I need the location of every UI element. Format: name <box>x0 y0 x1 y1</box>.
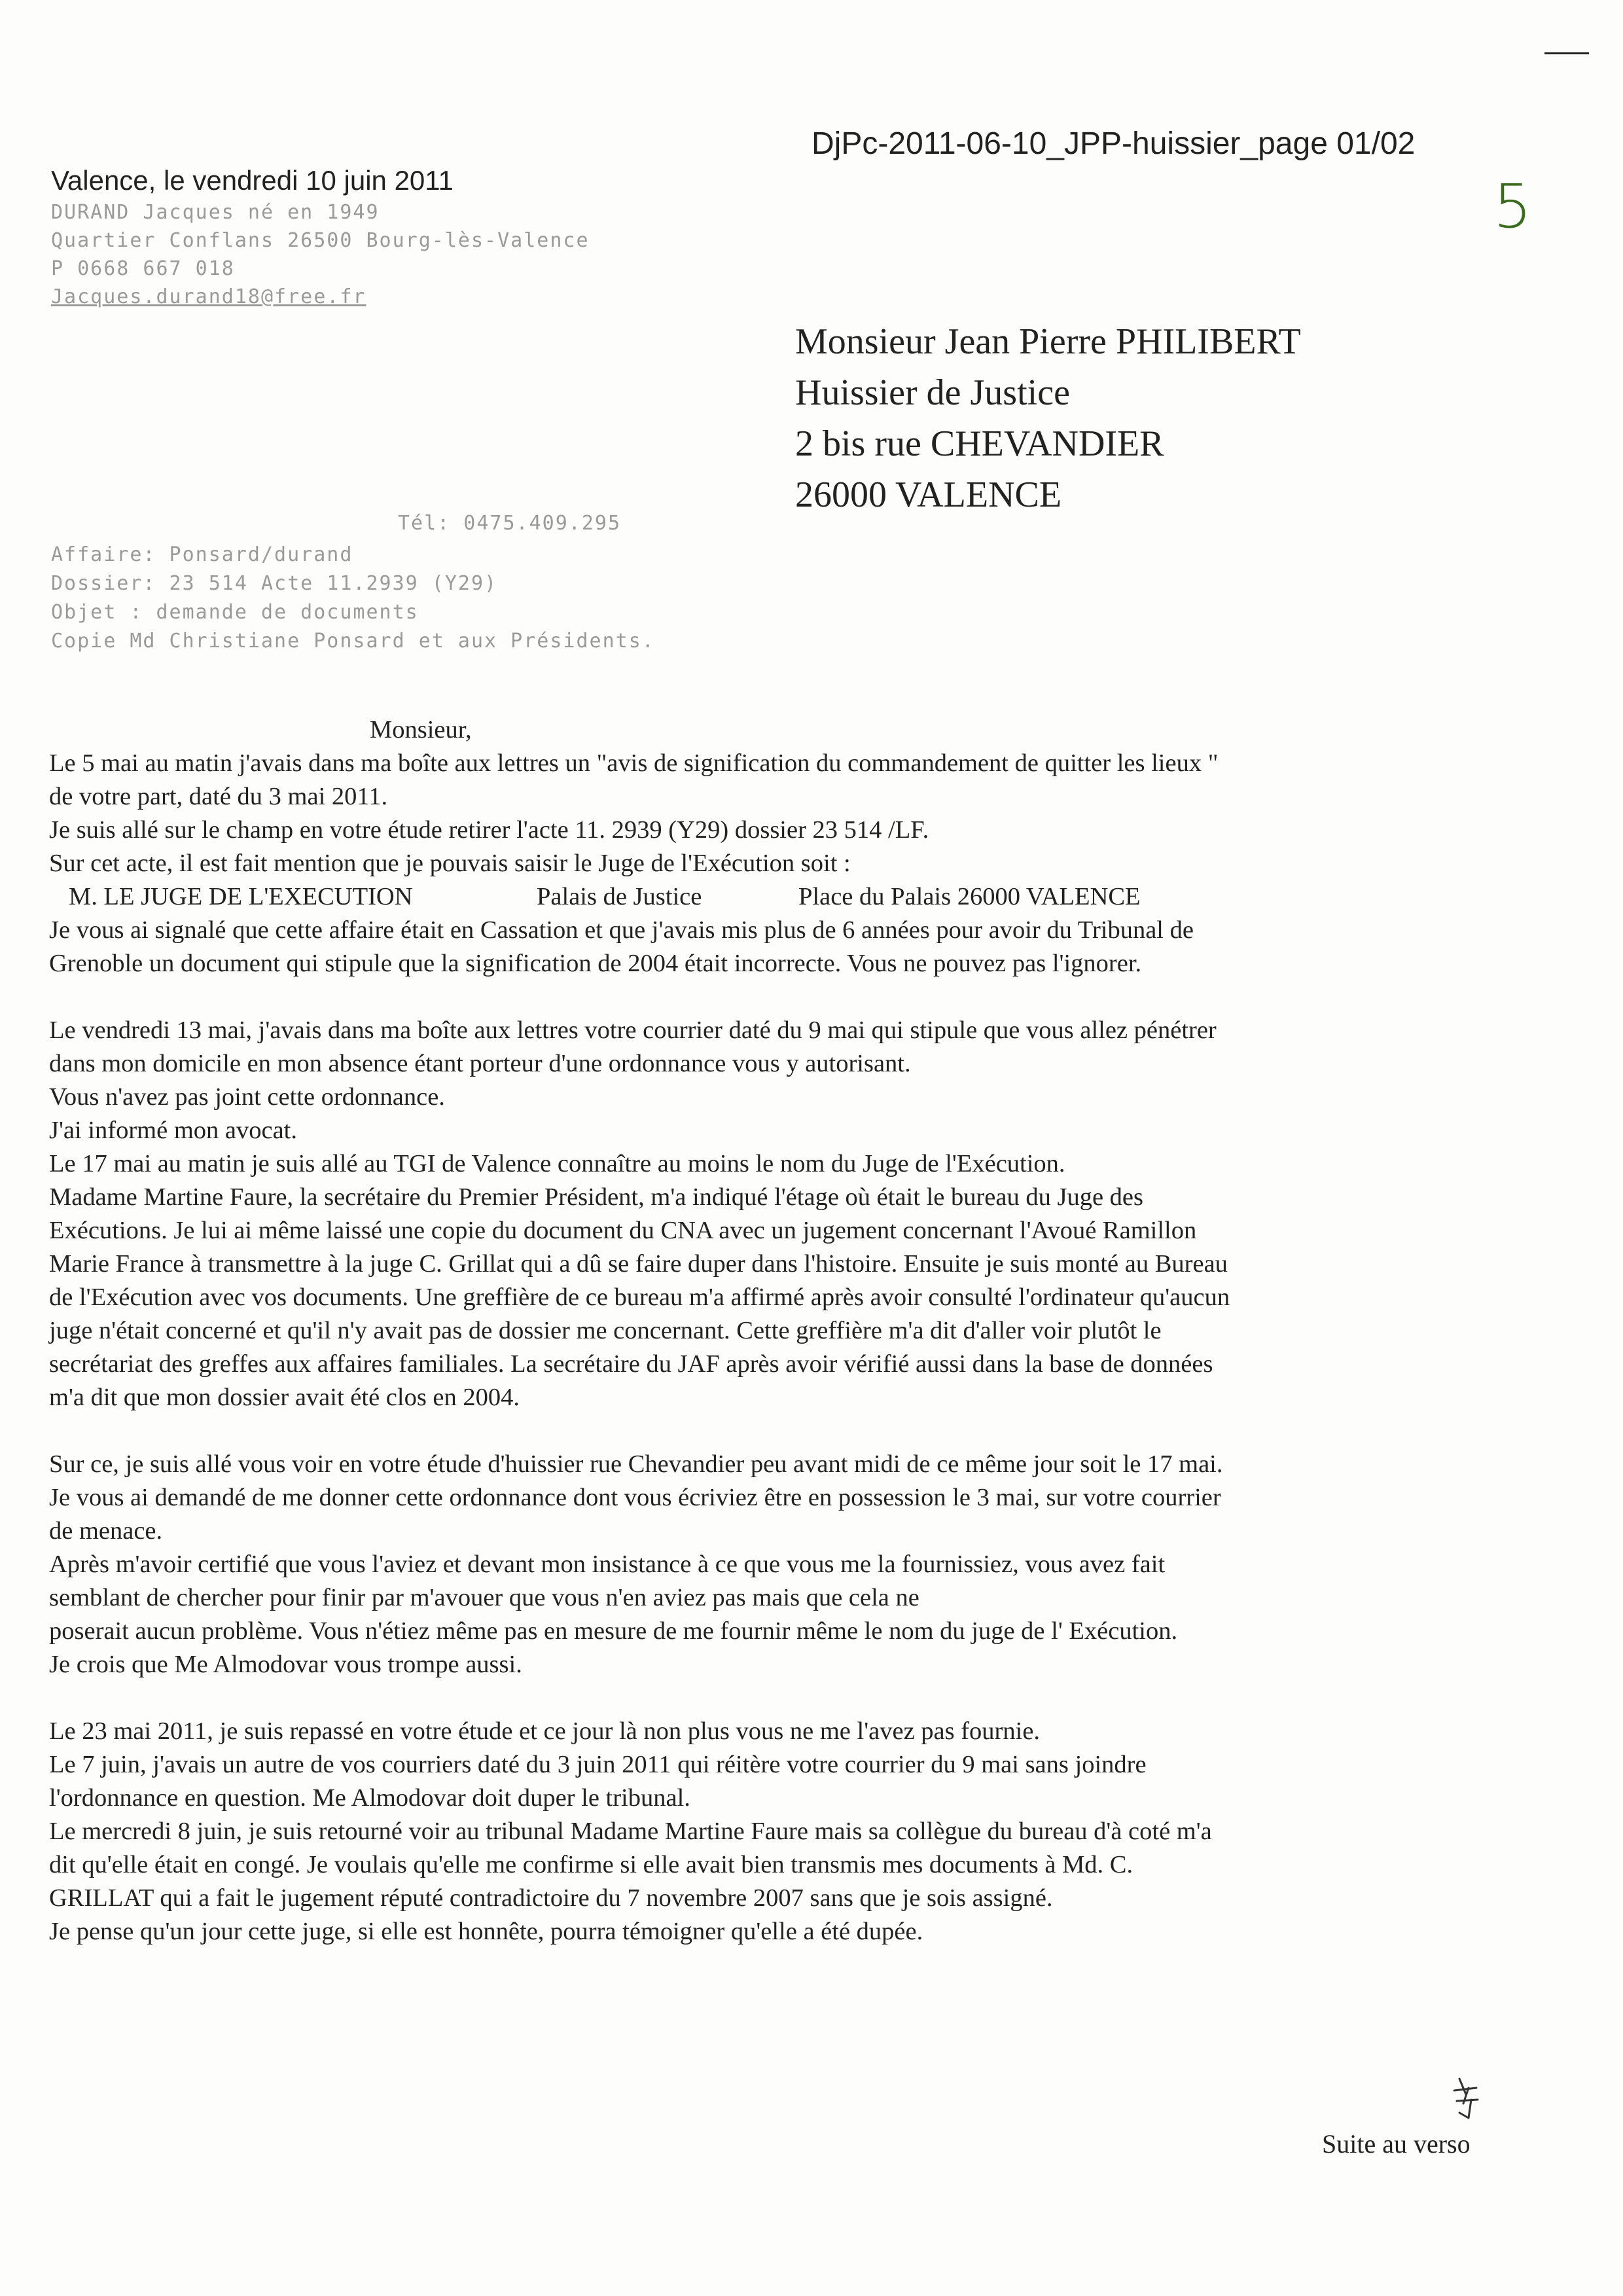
sender-phone: P 0668 667 018 <box>51 257 235 280</box>
handwritten-page-number: 5 <box>1493 171 1532 242</box>
sender-block <box>51 198 590 311</box>
body-line: Sur cet acte, il est fait mention que je pouvais saisir le Juge de l'Exécution soit : <box>49 850 851 877</box>
sender-address: Quartier Conflans 26500 Bourg-lès-Valence <box>51 229 590 252</box>
body-line: l'ordonnance en question. Me Almodovar doit duper le tribunal. <box>49 1784 690 1812</box>
copie-line: Copie Md Christiane Ponsard et aux Présidents. <box>51 630 655 653</box>
continuation-note: Suite au verso <box>1322 2129 1471 2159</box>
case-references <box>51 541 655 656</box>
sender-name: DURAND Jacques né en 1949 <box>51 201 380 224</box>
body-line: Sur ce, je suis allé vous voir en votre étude d'huissier rue Chevandier peu avant midi de ce même jour soit le 17 mai. <box>49 1450 1223 1478</box>
body-line: Le 17 mai au matin je suis allé au TGI de Valence connaître au moins le nom du Juge de l'Exécution. <box>49 1150 1065 1177</box>
recipient-title: Huissier de Justice <box>795 372 1070 413</box>
signature-mark <box>1440 2075 1499 2127</box>
body-line: Je vous ai demandé de me donner cette ordonnance dont vous écriviez être en possession le 3 mai, sur votre courrier <box>49 1484 1221 1511</box>
body-line: J'ai informé mon avocat. <box>49 1117 297 1144</box>
body-line: secrétariat des greffes aux affaires familiales. La secrétaire du JAF après avoir vérifié aussi dans la base de données <box>49 1350 1213 1378</box>
body-line: dit qu'elle était en congé. Je voulais qu'elle me confirme si elle avait bien transmis mes documents à Md. C. <box>49 1851 1133 1878</box>
juge-place: Place du Palais 26000 VALENCE <box>798 883 1141 910</box>
body-line: GRILLAT qui a fait le jugement réputé contradictoire du 7 novembre 2007 sans que je sois assigné. <box>49 1884 1053 1912</box>
affaire-line: Affaire: Ponsard/durand <box>51 543 353 566</box>
body-line: Grenoble un document qui stipule que la signification de 2004 était incorrecte. Vous ne pouvez pas l'ignorer. <box>49 950 1142 977</box>
body-line: Je suis allé sur le champ en votre étude retirer l'acte 11. 2939 (Y29) dossier 23 514 /LF. <box>49 816 929 844</box>
body-line: Madame Martine Faure, la secrétaire du Premier Président, m'a indiqué l'étage où était le bureau du Juge des <box>49 1183 1143 1211</box>
juge-address-line <box>49 880 1489 914</box>
body-line: de votre part, daté du 3 mai 2011. <box>49 783 388 810</box>
recipient-name: Monsieur Jean Pierre PHILIBERT <box>795 321 1301 362</box>
letter-body <box>49 713 1489 1948</box>
body-line: juge n'était concerné et qu'il n'y avait pas de dossier me concernant. Cette greffière m'a dit d'aller voir plutôt le <box>49 1317 1162 1344</box>
body-line: poserait aucun problème. Vous n'étiez même pas en mesure de me fournir même le nom du juge de l' Exécution. <box>49 1617 1178 1645</box>
body-line: Après m'avoir certifié que vous l'aviez et devant mon insistance à ce que vous me la fournissiez, vous avez fait <box>49 1551 1166 1578</box>
body-line: Le vendredi 13 mai, j'avais dans ma boîte aux lettres votre courrier daté du 9 mai qui stipule que vous allez pénétrer <box>49 1016 1217 1044</box>
body-line: Marie France à transmettre à la juge C. Grillat qui a dû se faire duper dans l'histoire. Ensuite je suis monté au Bureau <box>49 1250 1228 1278</box>
recipient-block <box>795 316 1301 520</box>
body-line: semblant de chercher pour finir par m'avouer que vous n'en aviez pas mais que cela ne <box>49 1584 919 1611</box>
body-line: Je crois que Me Almodovar vous trompe aussi. <box>49 1651 522 1678</box>
dossier-line: Dossier: 23 514 Acte 11.2939 (Y29) <box>51 572 498 595</box>
recipient-street: 2 bis rue CHEVANDIER <box>795 423 1164 464</box>
corner-mark <box>1544 52 1589 54</box>
juge-palais: Palais de Justice <box>537 883 702 910</box>
body-line: Je vous ai signalé que cette affaire était en Cassation et que j'avais mis plus de 6 années pour avoir du Tribunal de <box>49 916 1194 944</box>
paragraph-gap <box>49 1414 1489 1448</box>
paragraph-gap <box>49 1681 1489 1715</box>
body-line: Exécutions. Je lui ai même laissé une copie du document du CNA avec un jugement concernant l'Avoué Ramillon <box>49 1217 1197 1244</box>
phone-reference: Tél: 0475.409.295 <box>398 512 622 535</box>
document-reference: DjPc-2011-06-10_JPP-huissier_page 01/02 <box>812 126 1416 161</box>
body-line: Vous n'avez pas joint cette ordonnance. <box>49 1083 445 1111</box>
body-line: Le mercredi 8 juin, je suis retourné voir au tribunal Madame Martine Faure mais sa collègue du bureau d'à coté m'a <box>49 1818 1212 1845</box>
body-line: m'a dit que mon dossier avait été clos en 2004. <box>49 1384 520 1411</box>
paragraph-gap <box>49 980 1489 1014</box>
sender-email: Jacques.durand18@free.fr <box>51 285 366 308</box>
body-line: Le 5 mai au matin j'avais dans ma boîte aux lettres un "avis de signification du commandement de quitter les lieux " <box>49 749 1219 777</box>
juge-name: M. LE JUGE DE L'EXECUTION <box>69 883 413 910</box>
body-line: de l'Exécution avec vos documents. Une greffière de ce bureau m'a affirmé après avoir consulté l'ordinateur qu'aucun <box>49 1283 1230 1311</box>
body-line: Le 7 juin, j'avais un autre de vos courriers daté du 3 juin 2011 qui réitère votre courrier du 9 mai sans joindre <box>49 1751 1147 1778</box>
dateline: Valence, le vendredi 10 juin 2011 <box>51 165 454 196</box>
body-line: de menace. <box>49 1517 163 1545</box>
recipient-city: 26000 VALENCE <box>795 475 1062 515</box>
body-line: Le 23 mai 2011, je suis repassé en votre étude et ce jour là non plus vous ne me l'avez pas fournie. <box>49 1717 1041 1745</box>
objet-line: Objet : demande de documents <box>51 601 419 624</box>
body-line: dans mon domicile en mon absence étant porteur d'une ordonnance vous y autorisant. <box>49 1050 911 1077</box>
body-line: Je pense qu'un jour cette juge, si elle est honnête, pourra témoigner qu'elle a été dupée. <box>49 1918 923 1945</box>
salutation: Monsieur, <box>370 716 472 744</box>
